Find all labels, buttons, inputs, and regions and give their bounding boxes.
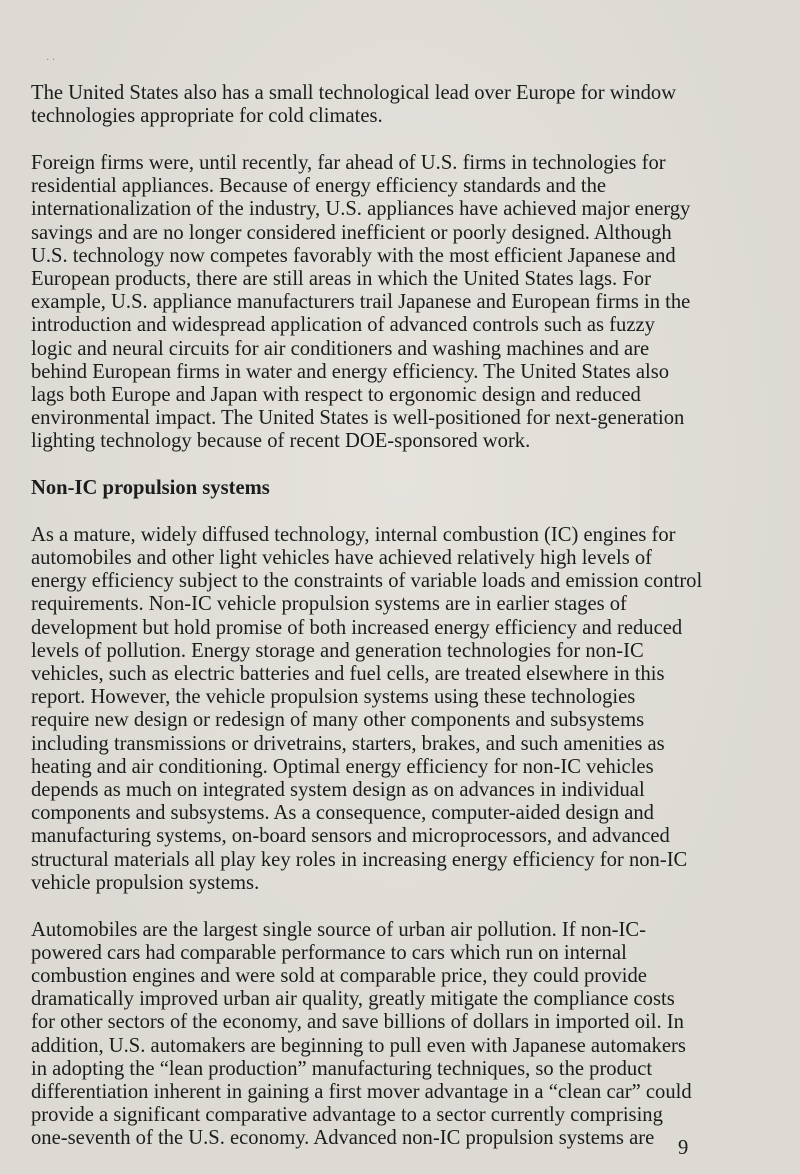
text-line: report. However, the vehicle propulsion systems using these technologies: [31, 686, 636, 709]
paragraph-residential-appliances: [31, 152, 771, 454]
text-line: combustion engines and were sold at comparable price, they could provide: [31, 964, 647, 987]
text-line: residential appliances. Because of energy efficiency standards and the: [31, 175, 607, 198]
text-line: U.S. technology now competes favorably with the most efficient Japanese and: [31, 244, 676, 267]
text-line: logic and neural circuits for air conditioners and washing machines and are: [31, 337, 650, 360]
text-line: example, U.S. appliance manufacturers trail Japanese and European firms in the: [31, 291, 691, 314]
scan-speck: · ·: [46, 55, 56, 66]
text-line: differentiation inherent in gaining a first mover advantage in a “clean car” could: [31, 1080, 692, 1103]
section-heading: Non-IC propulsion systems: [31, 477, 270, 500]
text-line: levels of pollution. Energy storage and generation technologies for non-IC: [31, 639, 644, 662]
paragraph-window-technologies: [31, 82, 771, 128]
text-line: vehicle propulsion systems.: [31, 871, 260, 894]
text-line: technologies appropriate for cold climates.: [31, 105, 383, 128]
paragraph-urban-air-pollution: [31, 919, 771, 1151]
text-line: Foreign firms were, until recently, far ahead of U.S. firms in technologies for: [31, 151, 666, 174]
text-line: automobiles and other light vehicles have achieved relatively high levels of: [31, 546, 653, 569]
text-line: environmental impact. The United States is well-positioned for next-generation: [31, 407, 685, 430]
text-line: development but hold promise of both increased energy efficiency and reduced: [31, 616, 683, 639]
text-line: dramatically improved urban air quality, greatly mitigate the compliance costs: [31, 988, 675, 1011]
paragraph-ic-engines: [31, 524, 771, 895]
text-line: behind European firms in water and energy efficiency. The United States also: [31, 360, 670, 383]
text-line: savings and are no longer considered inefficient or poorly designed. Although: [31, 221, 672, 244]
text-line: lighting technology because of recent DOE-sponsored work.: [31, 430, 531, 453]
text-line: one-seventh of the U.S. economy. Advanced non-IC propulsion systems are: [31, 1127, 655, 1150]
text-line: heating and air conditioning. Optimal energy efficiency for non-IC vehicles: [31, 755, 654, 778]
text-line: The United States also has a small technological lead over Europe for window: [31, 82, 677, 104]
text-line: European products, there are still areas in which the United States lags. For: [31, 267, 651, 290]
text-line: require new design or redesign of many other components and subsystems: [31, 709, 645, 732]
text-line: depends as much on integrated system design as on advances in individual: [31, 778, 645, 801]
text-line: internationalization of the industry, U.S. appliances have achieved major energy: [31, 198, 691, 221]
text-line: introduction and widespread application of advanced controls such as fuzzy: [31, 314, 655, 337]
text-line: manufacturing systems, on-board sensors and microprocessors, and advanced: [31, 825, 670, 848]
text-line: As a mature, widely diffused technology, internal combustion (IC) engines for: [31, 523, 676, 546]
text-line: including transmissions or drivetrains, starters, brakes, and such amenities as: [31, 732, 665, 755]
text-line: structural materials all play key roles in increasing energy efficiency for non-IC: [31, 848, 688, 871]
text-line: addition, U.S. automakers are beginning to pull even with Japanese automakers: [31, 1034, 686, 1057]
text-line: requirements. Non-IC vehicle propulsion systems are in earlier stages of: [31, 593, 627, 616]
text-line: in adopting the “lean production” manufacturing techniques, so the product: [31, 1057, 653, 1080]
page-number: 9: [678, 1137, 689, 1159]
text-line: provide a significant comparative advantage to a sector currently comprising: [31, 1104, 663, 1127]
text-line: powered cars had comparable performance to cars which run on internal: [31, 941, 627, 964]
text-line: Automobiles are the largest single source of urban air pollution. If non-IC-: [31, 918, 646, 941]
text-line: components and subsystems. As a consequence, computer-aided design and: [31, 802, 654, 825]
text-line: for other sectors of the economy, and save billions of dollars in imported oil. In: [31, 1011, 684, 1034]
document-body: [31, 82, 771, 1174]
text-line: vehicles, such as electric batteries and fuel cells, are treated elsewhere in this: [31, 662, 665, 685]
text-line: lags both Europe and Japan with respect to ergonomic design and reduced: [31, 383, 641, 406]
text-line: energy efficiency subject to the constraints of variable loads and emission control: [31, 570, 703, 593]
